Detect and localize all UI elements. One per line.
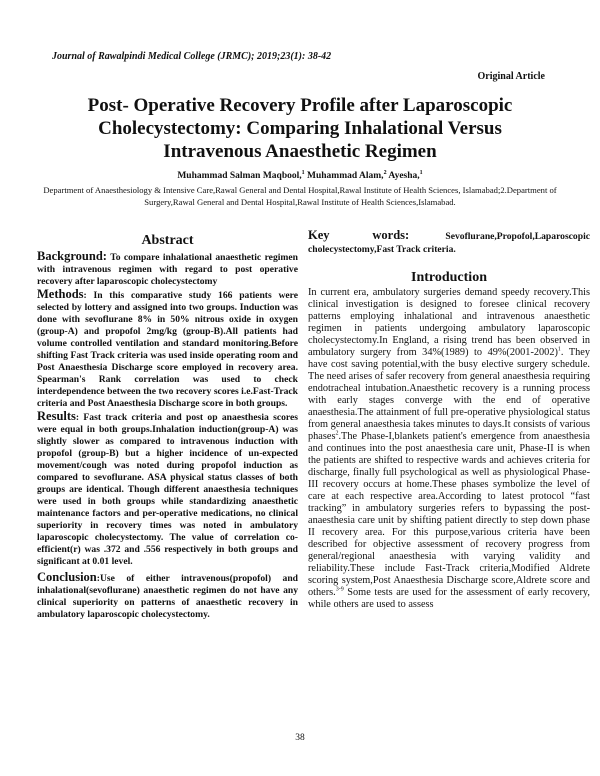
text: . They have cost saving potential,with the busy elective surgery schedule. The need arises of safer recovery from general anaesthesia requiring endotracheal intubation.Anaesthetic recovery is a running process with early stages converge with the end of operative anaesthesia.The attainment of full pre-operative physiological status from general anaesthesia takes minutes to days.It consists of various phases bbox=[308, 347, 590, 442]
text: In current era, ambulatory surgeries demand speedy recovery.This clinical investigation is designed to foresee clinical recovery patterns employing inhalational and intravenous anaesthetic regimen in patients undergoing ambulatory laparoscopic cholecystectomy.In England, a rising trend has been observed in ambulatory surgery from 34%(1989) to 49%(2001-2002) bbox=[308, 287, 590, 358]
article-title: Post- Operative Recovery Profile after Laparoscopic Cholecystectomy: Comparing Inhalational Versus Intravenous Anaesthetic Regimen bbox=[87, 95, 513, 162]
label: Methods bbox=[37, 287, 84, 301]
citation: 1 bbox=[557, 346, 561, 353]
text: Sevoflurane,Propofol,Laparoscopic cholecystectomy,Fast Track criteria. bbox=[308, 231, 590, 255]
abstract-heading: Abstract bbox=[141, 233, 194, 248]
label: Background: bbox=[37, 249, 107, 263]
label: Key words: bbox=[308, 228, 410, 242]
abstract-conclusion bbox=[37, 571, 298, 621]
affiliation-mark: 1 bbox=[419, 169, 423, 176]
abstract-column bbox=[37, 232, 298, 621]
text: To compare inhalational anaesthetic regimen with intravenous regimen with regard to post operative recovery after laparoscopic cholecystectomy bbox=[37, 252, 298, 287]
introduction bbox=[308, 269, 590, 611]
text: : In this comparative study 166 patients were selected by lottery and assigned into two groups. Induction was done with sevoflurane 8% in 50% nitrous oxide in oxygen (group-A) and propofol 2mg/kg (group-B).All patients had volume controlled ventilation and standard monitoring.Before shifting Fast Track criteria was used inside operating room and Post Anaesthesia Discharge score employed in recovery area. Spearman's Rank correlation was used to check interdependence between the two recovery scores i.e.Fast-Track criteria and Post Anaesthesia Discharge score in both groups. bbox=[37, 290, 298, 409]
introduction-text bbox=[308, 287, 590, 611]
right-column bbox=[308, 229, 590, 611]
article-type: Original Article bbox=[477, 71, 545, 82]
label: Results bbox=[37, 409, 76, 423]
text: Some tests are used for the assessment of early recovery, while others are used to assess bbox=[308, 587, 590, 610]
abstract-methods bbox=[37, 288, 298, 410]
author: Muhammad Salman Maqbool, bbox=[177, 171, 302, 181]
citation: 3-9 bbox=[335, 586, 344, 593]
journal-citation: Journal of Rawalpindi Medical College (JRMC); 2019;23(1): 38-42 bbox=[52, 51, 332, 62]
citation: 2 bbox=[335, 430, 339, 437]
affiliations: Department of Anaesthesiology & Intensive Care,Rawal General and Dental Hospital,Rawal Institute of Health Sciences, Islamabad;2.Department of Surgery,Rawal General and Dental Hospital,Rawal Institute of Health Sciences,Islamabad. bbox=[43, 185, 557, 207]
author: Muhammad Alam, bbox=[304, 171, 384, 181]
text: : Fast track criteria and post op anaesthesia scores were equal in both groups.Inhalation induction(group-A) was slightly slower as compared to intravenous induction with propofol (group-B) but a higher incidence of un-expected movement/cough was noted during propofol induction as compared to sevoflurane. ASA physical status classes of both groups are identical. Though different anaesthesia techniques were used in both groups while standardizing anaesthetic maintenance factors and per-operative medications, no clinical superiority in recovery times was noted in ambulatory laparoscopic cholecystectomy. The value of correlation co-efficient(r) was .372 and .556 respectively in both groups and significant at 0.01 level. bbox=[37, 412, 298, 567]
keywords bbox=[308, 229, 590, 256]
label: Conclusion bbox=[37, 570, 97, 584]
text: .The Phase-I,blankets patient's emergence from anaesthesia and continues into the post anaesthesia care unit, Phase-II is when the patients are shifted to respective wards and achieves criteria for discharge, finally full psychological as well as physiological Phase-III recovery occurs at home.These phases symbolize the level of care at each respective area.According to latest protocol “fast tracking” in ambulatory surgeries refers to bypassing the post-anaesthesia care unit by shifting patient directly to step down phase II recovery area. For this purpose,various criteria have been described for objective assessment of recovery progress from general/regional anaesthesia with varying validity and reliability.These include Fast-Track criteria,Modified Aldrete scoring system,Post Anaesthesia Discharge score,Aldrete score and others. bbox=[308, 431, 590, 598]
text: :Use of either intravenous(propofol) and inhalational(sevoflurane) anaesthetic regimen do not have any clinical superiority on patterns of anaesthetic recovery in ambulatory laparoscopic cholecystectomy. bbox=[37, 573, 298, 620]
introduction-heading: Introduction bbox=[411, 270, 487, 285]
author: Ayesha, bbox=[386, 171, 420, 181]
abstract-results bbox=[37, 410, 298, 568]
abstract-background bbox=[37, 250, 298, 288]
authors bbox=[0, 171, 600, 181]
affiliation-mark: 1 bbox=[301, 169, 305, 176]
affiliation-mark: 2 bbox=[383, 169, 387, 176]
page-number: 38 bbox=[295, 733, 305, 743]
